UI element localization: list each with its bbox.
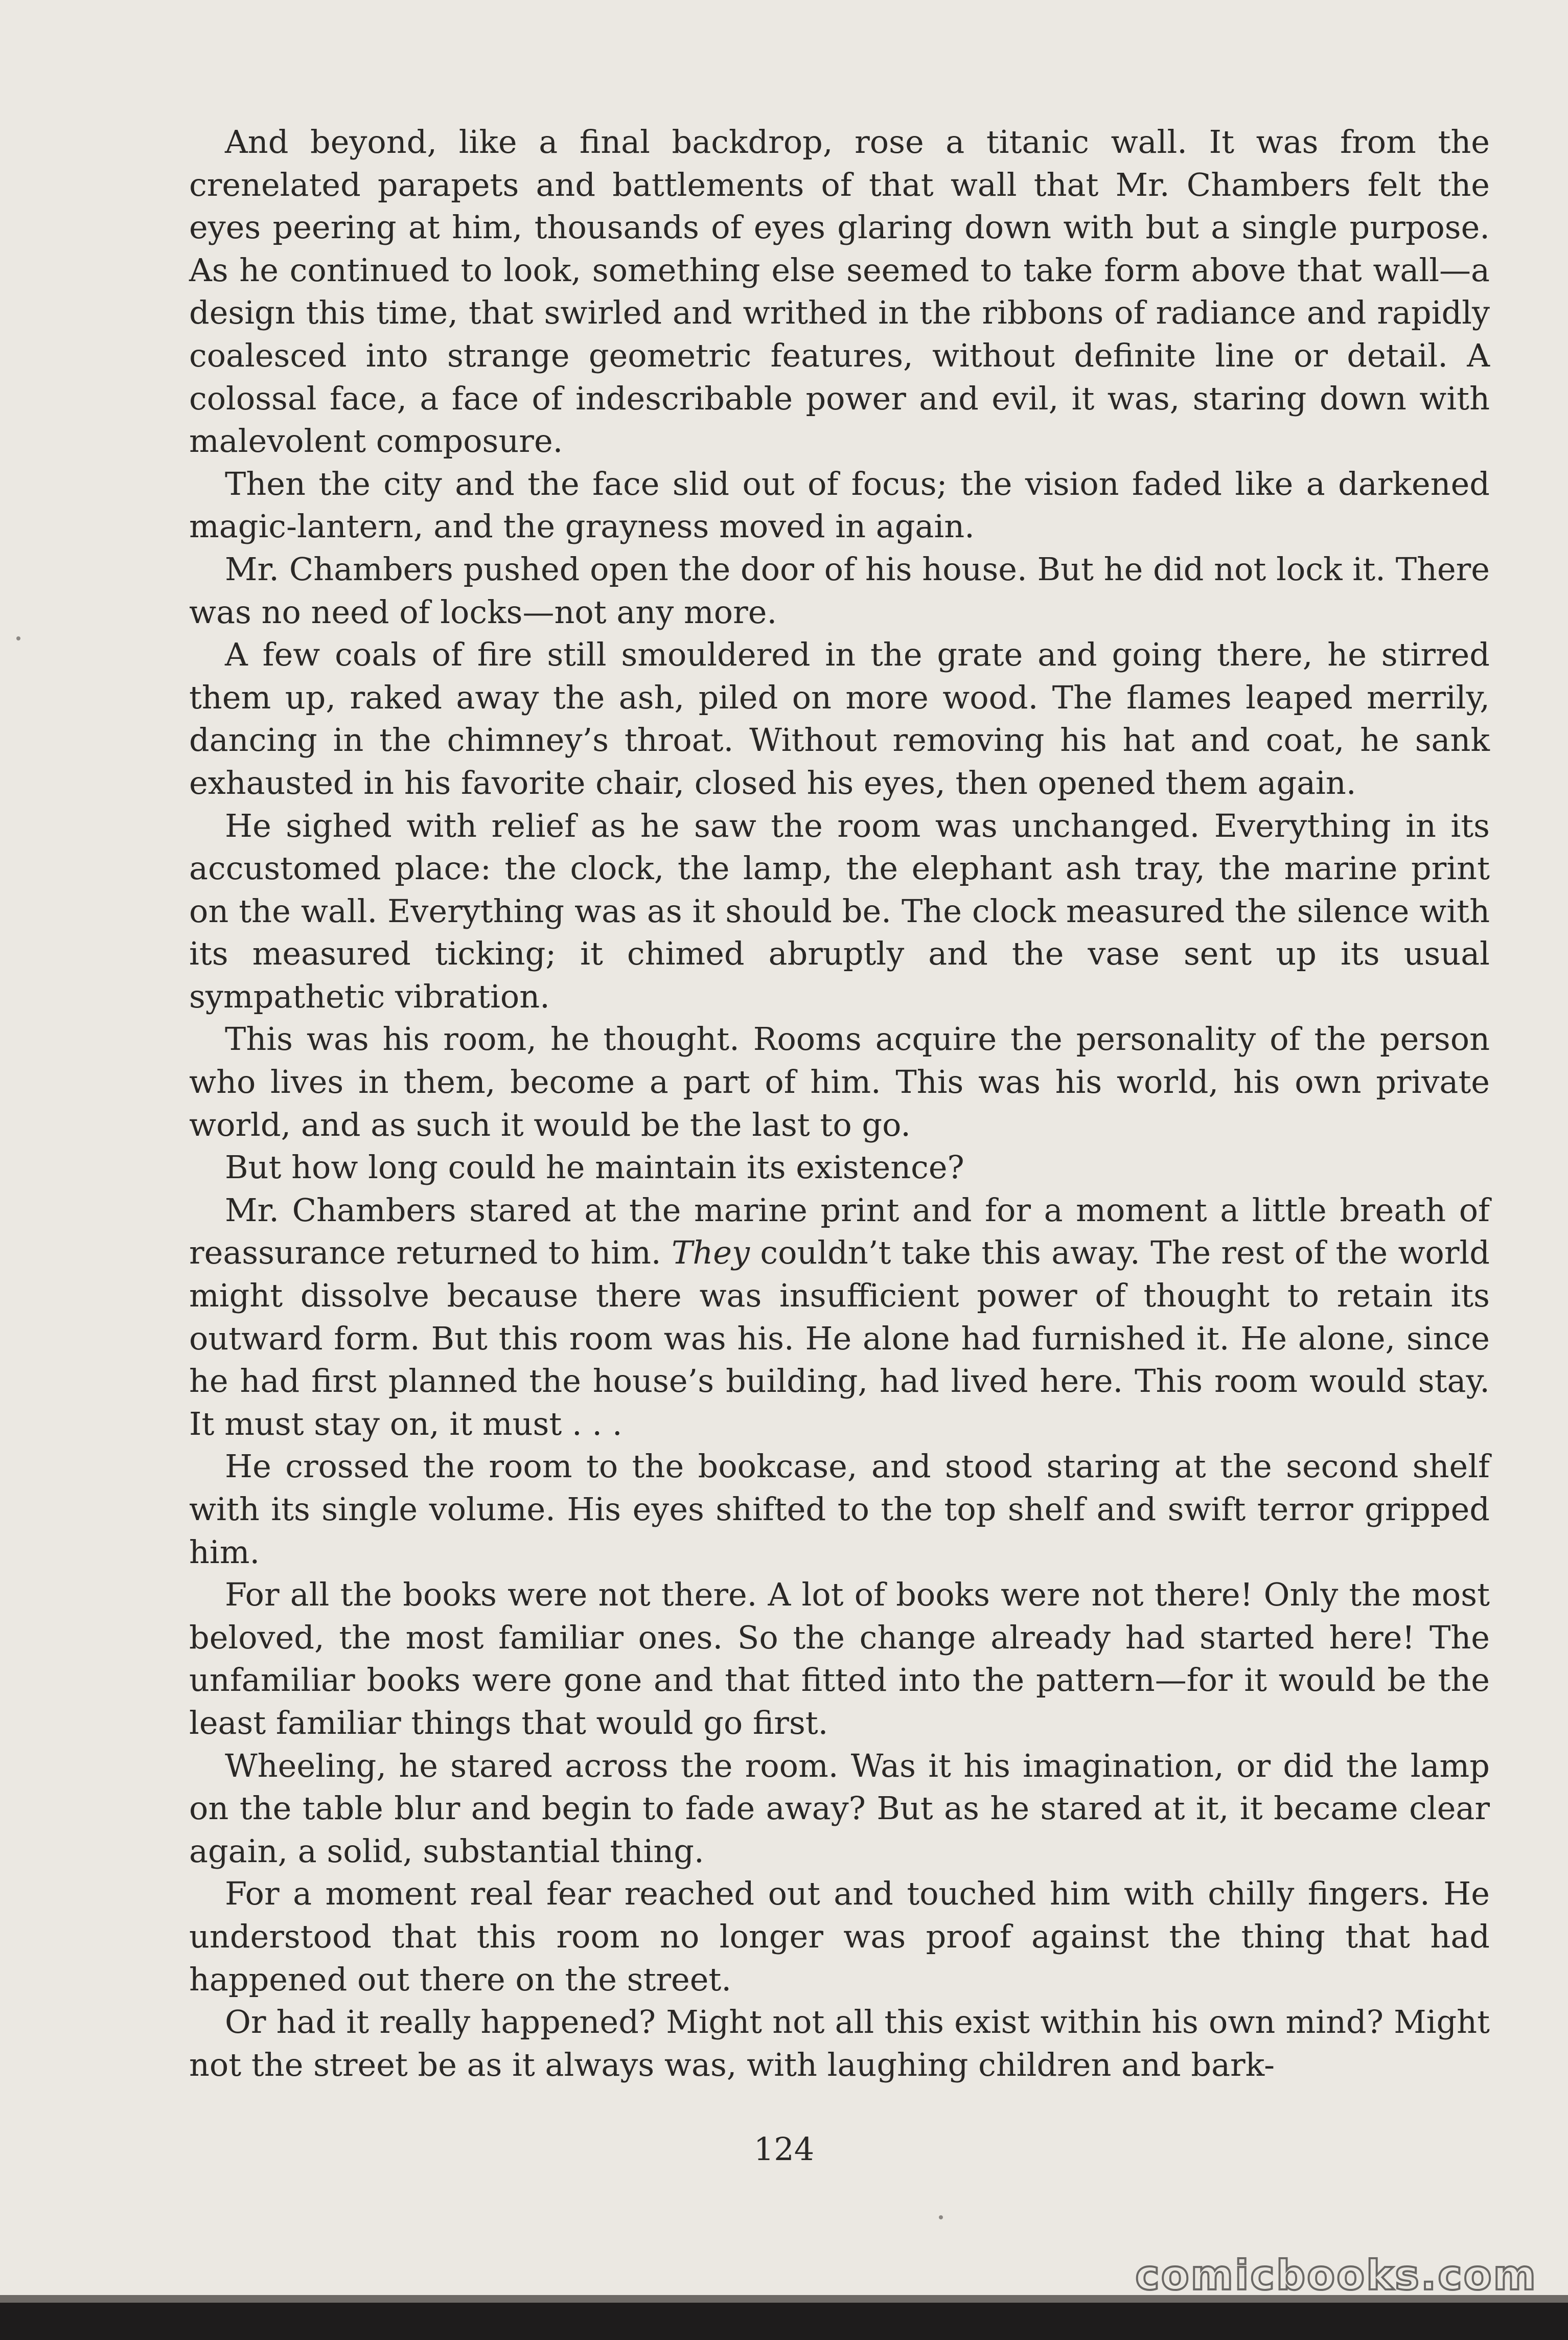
paragraph-text: Mr. Chambers pushed open the door of his house. But he did not lock it. There was no need of locks—not any more.: [189, 550, 1490, 631]
body-text: [189, 121, 1490, 2086]
paragraph-text: This was his room, he thought. Rooms acquire the personality of the person who lives in them, become a part of him. This was his world, his own private world, and as such it would be the last to go.: [189, 1020, 1490, 1143]
page-bottom-shadow: [0, 2303, 1568, 2340]
paragraph-text: But how long could he maintain its existence?: [225, 1149, 964, 1186]
paragraph-text: For a moment real fear reached out and touched him with chilly fingers. He understood that this room no longer was proof against the thing that had happened out there on the street.: [189, 1875, 1490, 1998]
paragraph-text: For all the books were not there. A lot of books were not there! Only the most beloved, the most familiar ones. So the change already had started here! The unfamiliar books were gone and that fitted into the pattern—for it would be the least familiar things that would go first.: [189, 1576, 1490, 1741]
paragraph: [189, 1018, 1490, 1146]
paragraph-text: And beyond, like a final backdrop, rose a titanic wall. It was from the crenelated parapets and battlements of that wall that Mr. Chambers felt the eyes peering at him, thousands of eyes glaring down with but a single purpose. As he continued to look, something else seemed to take form above that wall—a design this time, that swirled and writhed in the ribbons of radiance and rapidly coalesced into strange geometric features, without definite line or detail. A colossal face, a face of indescribable power and evil, it was, staring down with malevolent composure.: [189, 123, 1490, 460]
paragraph: [189, 1745, 1490, 1873]
paragraph: [189, 1445, 1490, 1573]
paragraph-text: Or had it really happened? Might not all this exist within his own mind? Might not the street be as it always was, with laughing children and bark-: [189, 2003, 1490, 2083]
paragraph-text: Mr. Chambers stared at the marine print and for a moment a little breath of reassurance returned to him.: [189, 1191, 1490, 1272]
paper-speck: [16, 636, 20, 640]
paragraph: [189, 463, 1490, 548]
paragraph-text: A few coals of fire still smouldered in the grate and going there, he stirred them up, raked away the ash, piled on more wood. The flames leaped merrily, dancing in the chimney’s throat. Without removing his hat and coat, he sank exhausted in his favorite chair, closed his eyes, then opened them again.: [189, 636, 1490, 801]
paragraph: [189, 548, 1490, 633]
paragraph-text: Wheeling, he stared across the room. Was it his imagination, or did the lamp on the table blur and begin to fade away? But as he stared at it, it became clear again, a solid, substantial thing.: [189, 1747, 1490, 1870]
paragraph: [189, 1146, 1490, 1189]
paragraph: [189, 121, 1490, 463]
paragraph: [189, 2001, 1490, 2086]
paragraph-text: couldn’t take this away. The rest of the world might dissolve because there was insufficient power of thought to retain its outward form. But this room was his. He alone had furnished it. He alone, since he had first planned the house’s building, had lived here. This room would stay. It must stay on, it must . . .: [189, 1234, 1490, 1442]
page-number: 124: [753, 2130, 815, 2168]
italic-word: They: [671, 1234, 750, 1272]
paragraph: [189, 805, 1490, 1018]
paragraph: [189, 1189, 1490, 1446]
paper-speck: [939, 2215, 943, 2219]
paragraph: [189, 1872, 1490, 2001]
paragraph: [189, 1573, 1490, 1744]
paragraph: [189, 633, 1490, 804]
watermark: comicbooks.com: [1135, 2252, 1537, 2299]
paragraph-text: He sighed with relief as he saw the room was unchanged. Everything in its accustomed place: the clock, the lamp, the elephant ash tray, the marine print on the wall. Everything was as it should be. The clock measured the silence with its measured ticking; it chimed abruptly and the vase sent up its usual sympathetic vibration.: [189, 807, 1490, 1015]
paragraph-text: He crossed the room to the bookcase, and stood staring at the second shelf with its single volume. His eyes shifted to the top shelf and swift terror gripped him.: [189, 1448, 1490, 1571]
paragraph-text: Then the city and the face slid out of focus; the vision faded like a darkened magic-lantern, and the grayness moved in again.: [189, 465, 1490, 545]
